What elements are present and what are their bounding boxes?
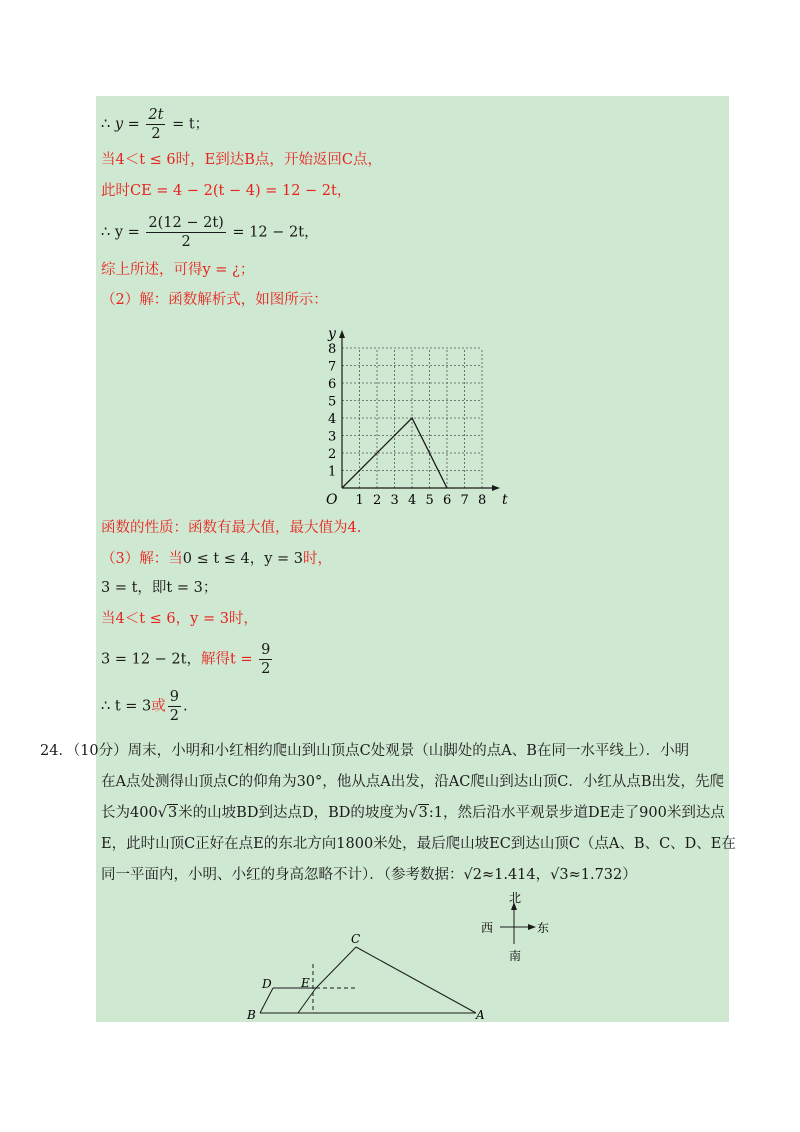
y-tick-label: 2: [328, 447, 337, 462]
mountain-figure: [240, 930, 490, 1025]
x-tick-label: 5: [425, 493, 434, 507]
question-24-line-4: E，此时山顶C正好在点E的东北方向1800米处，最后爬山坡EC到达山顶C（点A、B、C、D、E在: [101, 836, 736, 852]
line-CA: [356, 947, 476, 1013]
solution-line-3: 此时CE = 4 − 2(t − 4) = 12 − 2t，: [101, 183, 352, 199]
question-24-line-1: 24．（10分）周末，小明和小红相约爬山到山顶点C处观景（山脚处的点A、B在同一水平线上）．小明: [40, 743, 690, 759]
fraction: $\frac{2t}{2}$: [148, 107, 164, 142]
y-tick-label: 7: [328, 359, 337, 375]
y-tick-label: 3: [328, 429, 337, 445]
x-tick-label: 3: [390, 493, 399, 507]
solution-line-7: 函数的性质：函数有最大值，最大值为4.: [101, 520, 362, 536]
y-tick-label: 4: [328, 412, 337, 427]
solution-line-2: 当4＜t ≤ 6时，E到达B点，开始返回C点，: [101, 152, 382, 168]
x-tick-label: 2: [373, 493, 382, 507]
question-24-line-3: 长为400√3米的山坡BD到达点D，BD的坡度为√3:1，然后沿水平观景步道DE走了900米到达点: [101, 805, 725, 821]
graph-ticks: [328, 342, 486, 507]
function-graph: [312, 312, 522, 507]
point-D: D: [262, 977, 272, 991]
solution-line-5: 综上所述，可得y = ¿；: [101, 262, 255, 278]
solution-line-11: 3 = 12 − 2t，解得t = $\frac{9}{2}$: [101, 642, 271, 677]
y-tick-label: 5: [328, 394, 337, 410]
compass-rose: [478, 890, 558, 965]
y-axis-label: y: [328, 326, 336, 342]
x-axis-arrow-icon: [492, 485, 500, 491]
compass-south: 南: [509, 949, 522, 963]
point-A: A: [476, 1008, 485, 1022]
solution-line-6: （2）解：函数解析式，如图所示：: [101, 292, 328, 308]
point-B: B: [247, 1008, 256, 1022]
origin-label: O: [326, 492, 338, 507]
compass-north: 北: [509, 891, 522, 905]
line-BD: [260, 988, 273, 1013]
x-tick-label: 1: [355, 493, 364, 507]
solution-line-10: 当4＜t ≤ 6，y = 3时，: [101, 611, 258, 627]
solution-line-9: 3 = t，即t = 3；: [101, 580, 218, 596]
x-tick-label: 7: [460, 493, 469, 507]
y-tick-label: 1: [328, 464, 337, 480]
solution-line-12: ∴ t = 3或 $\frac{9}{2}$ .: [101, 689, 188, 724]
x-tick-label: 8: [478, 493, 487, 507]
east-arrow-icon: [528, 924, 536, 930]
solution-line-8: （3）解：当0 ≤ t ≤ 4，y = 3时，: [101, 551, 333, 567]
y-axis-arrow-icon: [339, 330, 345, 338]
fraction: $\frac{2(12 - 2t)}{2}$: [148, 215, 224, 250]
question-24-line-5: 同一平面内，小明、小红的身高忽略不计）．（参考数据：√2≈1.414，√3≈1.732）: [101, 867, 637, 883]
solution-line-4: ∴ y = $\frac{2(12 - 2t)}{2}$ = 12 − 2t，: [101, 215, 319, 250]
point-E: E: [301, 976, 310, 990]
line-EC: [316, 947, 356, 988]
question-24-line-2: 在A点处测得山顶点C的仰角为30°，他从点A出发，沿AC爬山到达山顶C．小红从点B出发，先爬: [101, 774, 725, 790]
solution-line-1: ∴ y = $\frac{2t}{2}$ = t；: [101, 107, 210, 142]
x-axis-label: t: [502, 492, 508, 507]
compass-west: 西: [481, 921, 494, 935]
x-tick-label: 6: [443, 493, 452, 507]
y-tick-label: 8: [328, 342, 337, 357]
point-C: C: [351, 932, 361, 946]
compass-east: 东: [537, 921, 550, 935]
x-tick-label: 4: [408, 493, 417, 507]
y-tick-label: 6: [328, 377, 337, 392]
fraction: $\frac{9}{2}$: [261, 642, 271, 677]
fraction: $\frac{9}{2}$: [169, 689, 179, 724]
